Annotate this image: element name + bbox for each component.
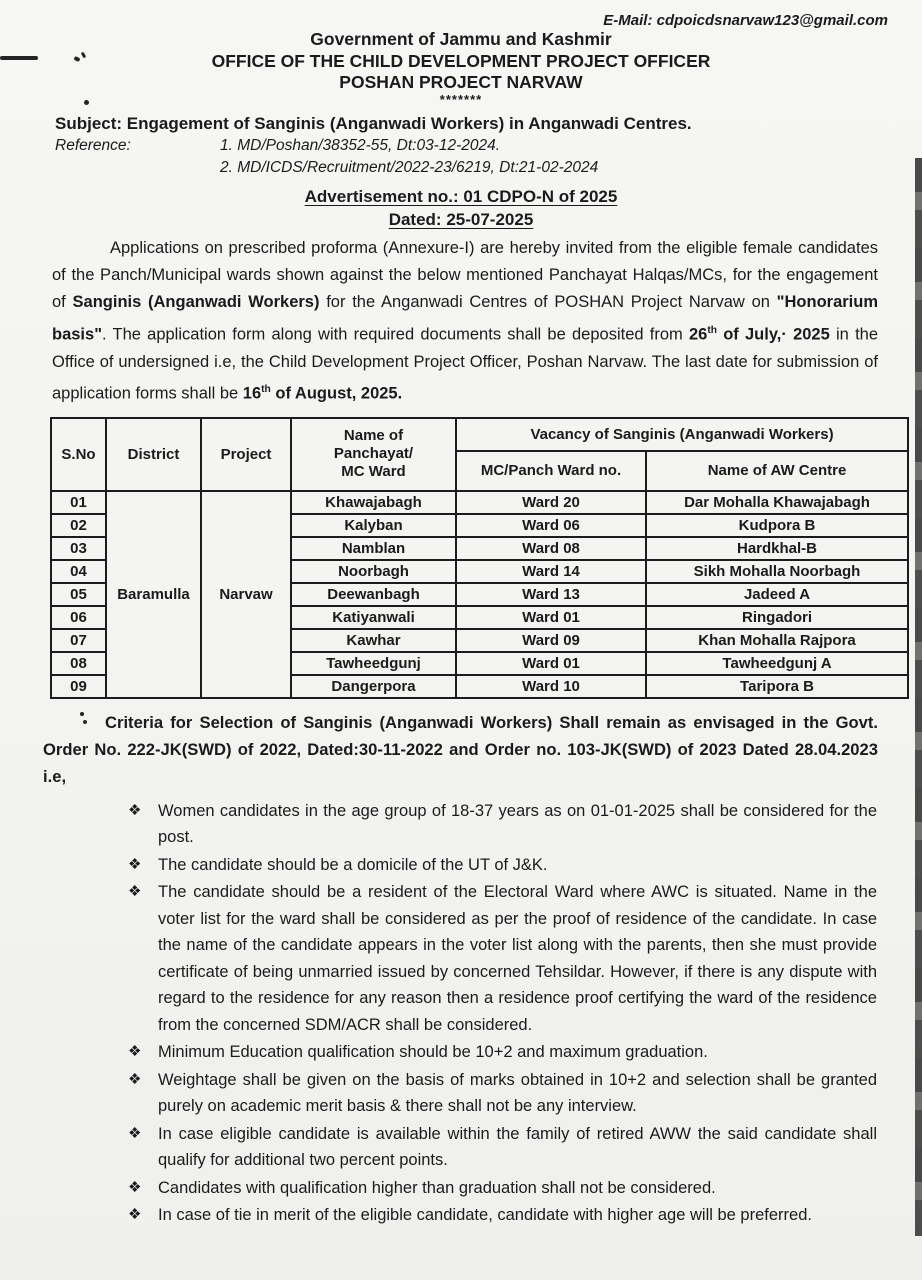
email-address: E-Mail: cdpoicdsnarvaw123@gmail.com bbox=[603, 12, 888, 29]
cell-panchayat: Deewanbagh bbox=[291, 583, 456, 606]
subject-line bbox=[55, 114, 878, 134]
cell-ward: Ward 10 bbox=[456, 675, 646, 698]
diamond-bullet-icon: ❖ bbox=[128, 1070, 142, 1088]
cell-project: Narvaw bbox=[201, 491, 291, 698]
scan-dot-mark bbox=[83, 720, 87, 724]
header-government: Government of Jammu and Kashmir bbox=[310, 29, 612, 49]
diamond-bullet-icon: ❖ bbox=[128, 1043, 142, 1061]
subject-text: Engagement of Sanginis (Anganwadi Workers) in Anganwadi Centres. bbox=[122, 113, 692, 133]
list-item: ❖ In case of tie in merit of the eligible candidate, candidate with higher age will be preferred. bbox=[128, 1202, 877, 1229]
col-header-vacancy: Vacancy of Sanginis (Anganwadi Workers) bbox=[456, 418, 908, 451]
criteria-paragraph: Criteria for Selection of Sanginis (Anganwadi Workers) Shall remain as envisaged in the Govt. Order No. 222-JK(SWD) of 2022, Dated:30-11-2022 and Order no. 103-JK(SWD) of 2023 Dated 28.04.2023 i.e, bbox=[43, 712, 878, 786]
diamond-bullet-icon: ❖ bbox=[128, 1206, 142, 1224]
col-header-project: Project bbox=[201, 418, 291, 491]
cell-sno: 07 bbox=[51, 629, 106, 652]
reference-item: 2. MD/ICDS/Recruitment/2022-23/6219, Dt:21-02-2024 bbox=[220, 158, 599, 176]
list-item: ❖ In case eligible candidate is available within the family of retired AWW the said candidate shall qualify for additional two percent points. bbox=[128, 1121, 877, 1174]
cell-ward: Ward 14 bbox=[456, 560, 646, 583]
cell-centre: Hardkhal-B bbox=[646, 537, 908, 560]
list-item: ❖ The candidate should be a domicile of the UT of J&K. bbox=[128, 852, 877, 879]
cell-centre: Dar Mohalla Khawajabagh bbox=[646, 491, 908, 514]
cell-district: Baramulla bbox=[106, 491, 201, 698]
col-header-ward-no: MC/Panch Ward no. bbox=[456, 451, 646, 491]
cell-panchayat: Katiyanwali bbox=[291, 606, 456, 629]
cell-sno: 08 bbox=[51, 652, 106, 675]
cell-centre: Kudpora B bbox=[646, 514, 908, 537]
intro-paragraph: Applications on prescribed proforma (Annexure-I) are hereby invited from the eligible female candidates of the Panch/Municipal wards shown against the below mentioned Panchayat Halqas/MCs, for the engagement of Sanginis (Anganwadi Workers) for the Anganwadi Centres of POSHAN Project Narvaw on "Honorarium basis". The application form along with required documents shall be deposited from 26th of July,· 2025 in the Office of undersigned i.e, the Child Development Project Officer, Poshan Narvaw. The last date for submission of application forms shall be 16th of August, 2025. bbox=[52, 238, 879, 403]
cell-sno: 03 bbox=[51, 537, 106, 560]
cell-panchayat: Tawheedgunj bbox=[291, 652, 456, 675]
header-stars-divider: ******* bbox=[439, 91, 483, 107]
col-header-sno: S.No bbox=[51, 418, 106, 491]
cell-centre: Sikh Mohalla Noorbagh bbox=[646, 560, 908, 583]
cell-sno: 02 bbox=[51, 514, 106, 537]
cell-centre: Khan Mohalla Rajpora bbox=[646, 629, 908, 652]
col-header-centre: Name of AW Centre bbox=[646, 451, 908, 491]
cell-ward: Ward 20 bbox=[456, 491, 646, 514]
list-item: ❖ The candidate should be a resident of the Electoral Ward where AWC is situated. Name in the voter list for the ward shall be considered as per the proof of residence of the candidate. In case the name of the candidate appears in the voter list along with the parents, then she must provide certificate of being unmarried issued by concerned Tehsildar. However, if there is any dispute with regard to the residence for any reason then a residence proof certifying the ward of the residence from the concerned SDM/ACR shall be considered. bbox=[128, 879, 877, 1038]
cell-centre: Ringadori bbox=[646, 606, 908, 629]
diamond-bullet-icon: ❖ bbox=[128, 1124, 142, 1142]
diamond-bullet-icon: ❖ bbox=[128, 855, 142, 873]
cell-ward: Ward 01 bbox=[456, 652, 646, 675]
reference-list bbox=[165, 135, 598, 179]
advertisement-date: Dated: 25-07-2025 bbox=[388, 209, 534, 229]
cell-panchayat: Dangerpora bbox=[291, 675, 456, 698]
col-header-panchayat: Name of Panchayat/ MC Ward bbox=[291, 418, 456, 491]
cell-ward: Ward 13 bbox=[456, 583, 646, 606]
cell-panchayat: Kalyban bbox=[291, 514, 456, 537]
cell-centre: Jadeed A bbox=[646, 583, 908, 606]
cell-ward: Ward 08 bbox=[456, 537, 646, 560]
cell-sno: 01 bbox=[51, 491, 106, 514]
list-item: ❖ Candidates with qualification higher than graduation shall not be considered. bbox=[128, 1175, 877, 1202]
cell-sno: 06 bbox=[51, 606, 106, 629]
cell-ward: Ward 09 bbox=[456, 629, 646, 652]
table-row bbox=[51, 491, 908, 514]
cell-ward: Ward 01 bbox=[456, 606, 646, 629]
col-header-district: District bbox=[106, 418, 201, 491]
table-header-row-1 bbox=[51, 418, 908, 451]
reference-item: 1. MD/Poshan/38352-55, Dt:03-12-2024. bbox=[220, 136, 501, 154]
diamond-bullet-icon: ❖ bbox=[128, 883, 142, 901]
advertisement-number: Advertisement no.: 01 CDPO-N of 2025 bbox=[304, 186, 618, 206]
cell-sno: 05 bbox=[51, 583, 106, 606]
cell-sno: 04 bbox=[51, 560, 106, 583]
header-project: POSHAN PROJECT NARVAW bbox=[339, 72, 583, 92]
list-item: ❖ Women candidates in the age group of 18-37 years as on 01-01-2025 shall be considered for the post. bbox=[128, 798, 877, 851]
cell-centre: Taripora B bbox=[646, 675, 908, 698]
reference-label: Reference: bbox=[55, 136, 131, 154]
cell-panchayat: Khawajabagh bbox=[291, 491, 456, 514]
list-item: ❖ Minimum Education qualification should be 10+2 and maximum graduation. bbox=[128, 1039, 877, 1066]
header-office: OFFICE OF THE CHILD DEVELOPMENT PROJECT OFFICER bbox=[211, 50, 711, 71]
cell-ward: Ward 06 bbox=[456, 514, 646, 537]
list-item: ❖ Weightage shall be given on the basis of marks obtained in 10+2 and selection shall be granted purely on academic merit basis & there shall not be any interview. bbox=[128, 1067, 877, 1120]
cell-panchayat: Noorbagh bbox=[291, 560, 456, 583]
vacancy-table bbox=[50, 417, 909, 699]
subject-label: Subject: bbox=[55, 113, 123, 133]
cell-centre: Tawheedgunj A bbox=[646, 652, 908, 675]
cell-sno: 09 bbox=[51, 675, 106, 698]
diamond-bullet-icon: ❖ bbox=[128, 1178, 142, 1196]
reference-block bbox=[55, 135, 878, 179]
diamond-bullet-icon: ❖ bbox=[128, 801, 142, 819]
advertisement-block bbox=[0, 185, 922, 231]
criteria-list bbox=[128, 798, 877, 1229]
cell-panchayat: Namblan bbox=[291, 537, 456, 560]
cell-panchayat: Kawhar bbox=[291, 629, 456, 652]
